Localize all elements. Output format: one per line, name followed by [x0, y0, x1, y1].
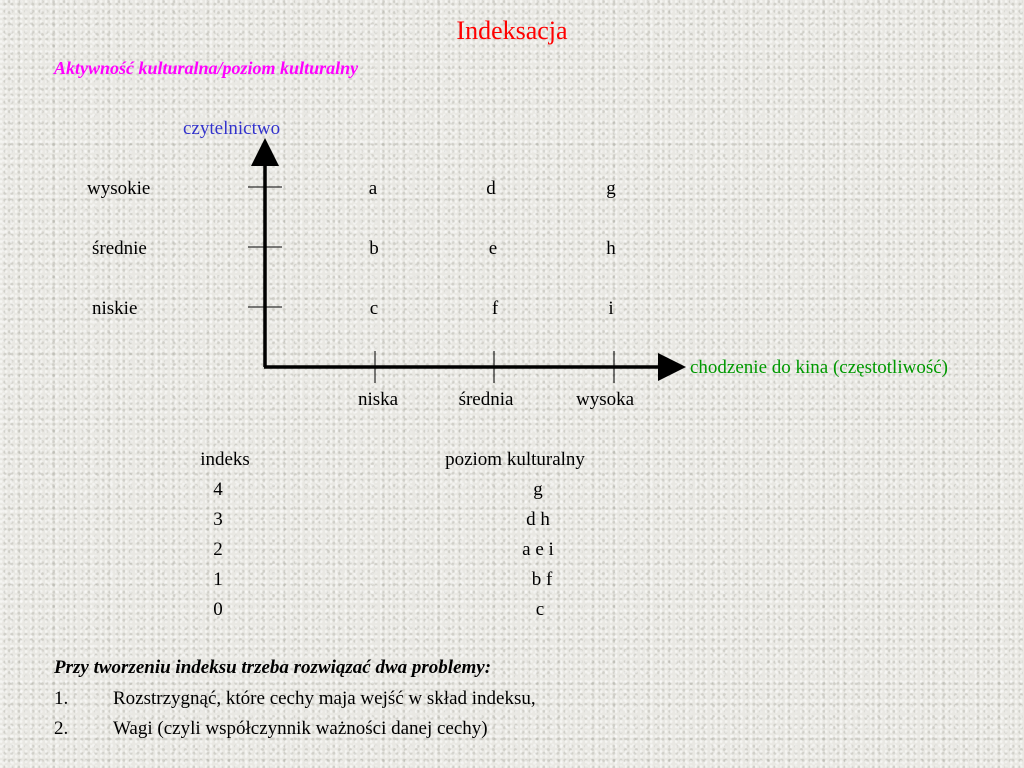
x-level-high: wysoka [575, 389, 635, 410]
table-level-cell: c [535, 599, 545, 620]
grid-cell-i: i [608, 298, 614, 319]
table-index-cell: 4 [213, 479, 223, 500]
table-level-cell: g [533, 479, 543, 500]
table-header-index: indeks [200, 449, 250, 470]
grid-cell-f: f [491, 298, 499, 319]
table-level-cell: a e i [522, 539, 554, 560]
y-level-mid: średnie [92, 238, 147, 259]
page-title: Indeksacja [456, 16, 568, 45]
x-level-mid: średnia [458, 389, 514, 410]
table-index-cell: 2 [213, 539, 223, 560]
grid-cell-a: a [368, 178, 378, 199]
page-subtitle: Aktywność kulturalna/poziom kulturalny [54, 58, 359, 78]
x-axis-label: chodzenie do kina (częstotliwość) [690, 357, 948, 378]
grid-cell-e: e [488, 238, 498, 259]
grid-cell-c: c [369, 298, 379, 319]
grid-cell-h: h [606, 238, 616, 259]
grid-cell-g: g [606, 178, 616, 199]
table-level-cell: d h [526, 509, 550, 530]
table-header-level: poziom kulturalny [445, 449, 585, 470]
list-item-number: 2. [54, 718, 69, 739]
y-axis-label: czytelnictwo [183, 118, 281, 139]
list-item-text: Rozstrzygnąć, które cechy maja wejść w skład indeksu, [113, 688, 536, 709]
grid-cell-d: d [486, 178, 496, 199]
x-level-low: niska [357, 389, 399, 410]
y-level-low: niskie [92, 298, 138, 319]
list-item-text: Wagi (czyli współczynnik ważności danej cechy) [113, 718, 488, 739]
table-index-cell: 1 [213, 569, 223, 590]
table-index-cell: 0 [213, 599, 223, 620]
y-level-high: wysokie [87, 178, 151, 199]
notes-heading: Przy tworzeniu indeksu trzeba rozwiązać dwa problemy: [54, 657, 492, 678]
list-item-number: 1. [54, 688, 69, 709]
table-index-cell: 3 [213, 509, 223, 530]
table-level-cell: b f [531, 569, 553, 590]
grid-cell-b: b [369, 238, 379, 259]
